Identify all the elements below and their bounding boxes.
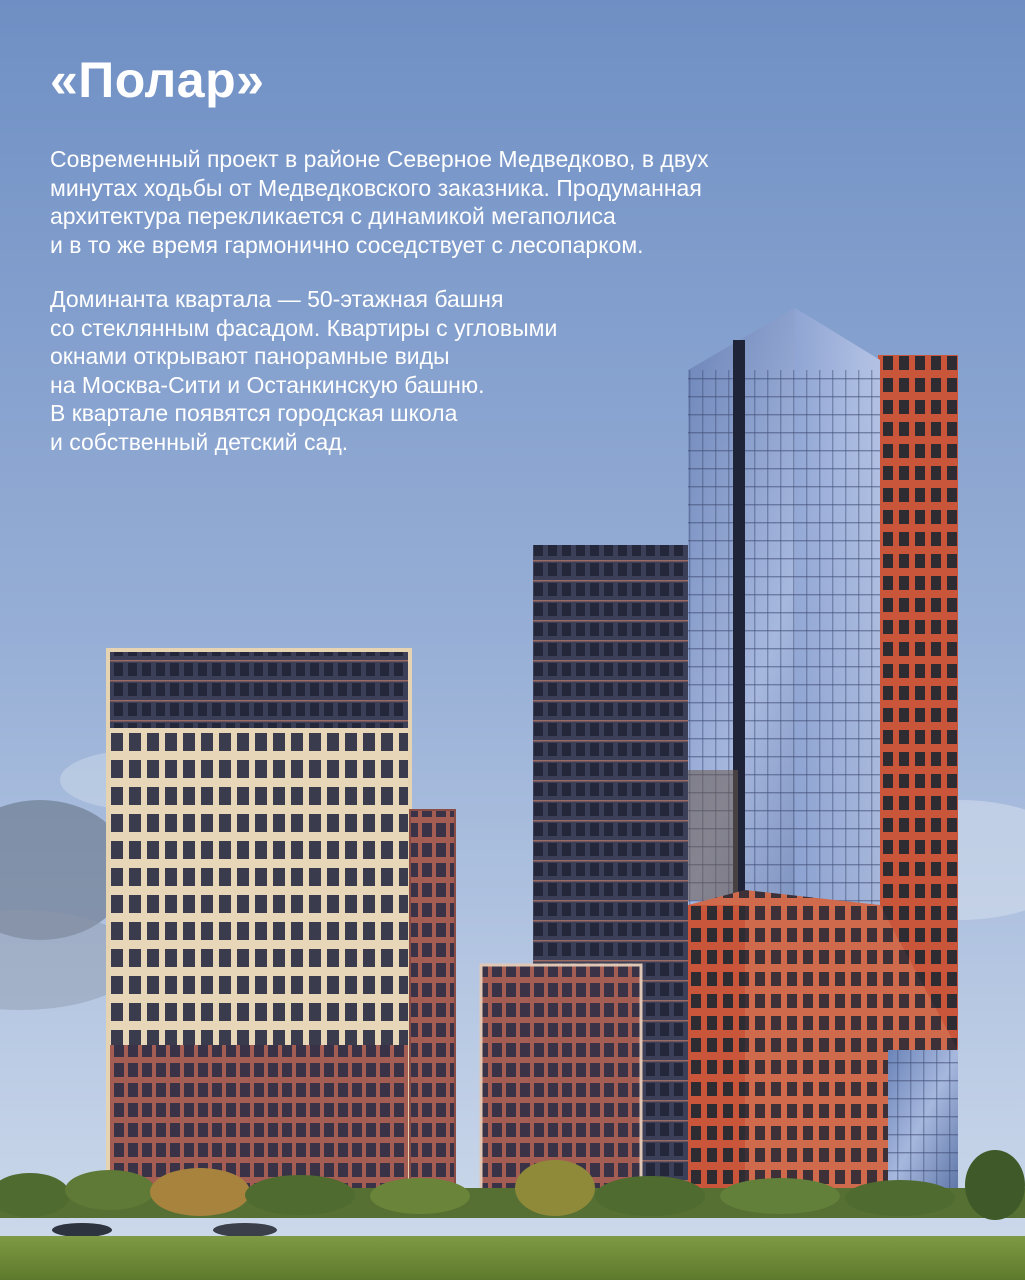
headline: «Полар» <box>50 52 265 108</box>
low-block <box>481 965 641 1190</box>
narrow-tower <box>410 810 455 1190</box>
description-paragraph: Современный проект в районе Северное Медведково, в двух минутах ходьбы от Медведковского заказника. Продуманная архитектура перекликается с динамикой мегаполиса и в то же время гармонично соседствует с лесопарком. <box>50 146 709 258</box>
left-tower <box>108 650 410 1190</box>
features-paragraph: Доминанта квартала — 50-этажная башня со стеклянным фасадом. Квартиры с угловыми окнами открывают панорамные виды на Москва-Сити и Останкинскую башню. В квартале появятся городская школа и собственный детский сад. <box>50 286 558 455</box>
